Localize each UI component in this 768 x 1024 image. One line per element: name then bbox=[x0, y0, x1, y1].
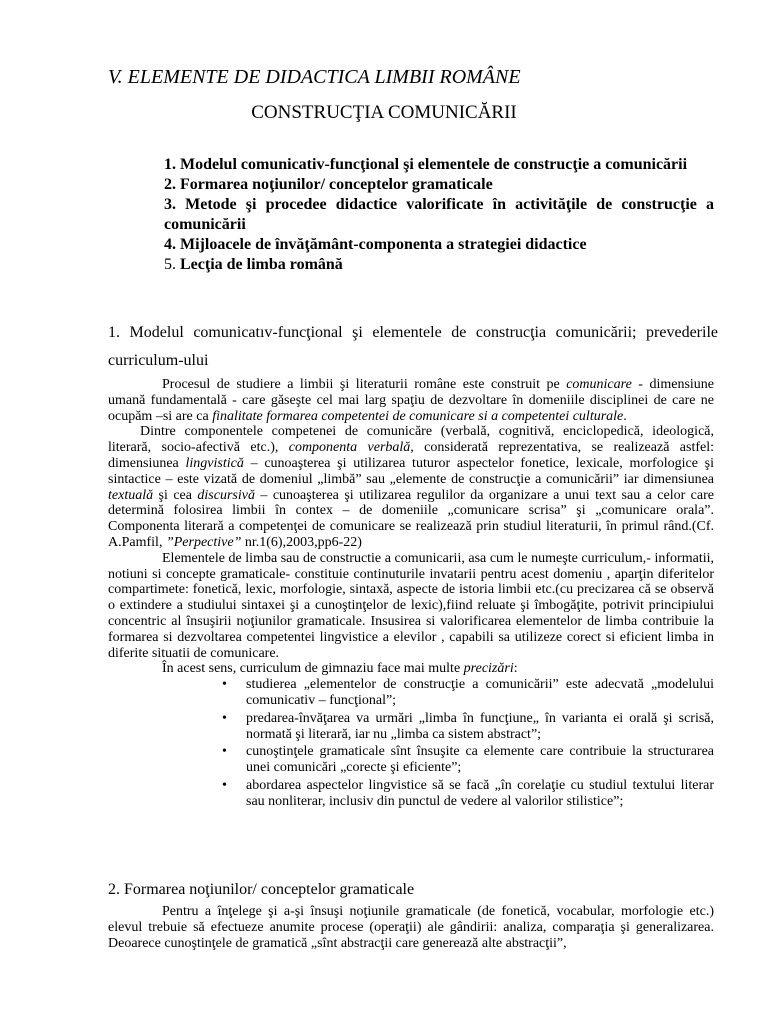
section-heading: 1. Modelul comunicatıv-funcţional şi elementele de construcţia comunicării; prevederile curriculum-ului bbox=[108, 324, 718, 369]
toc-item: 1. Modelul comunicativ-funcţional şi elementele de construcţie a comunicării bbox=[164, 156, 688, 173]
chapter-title: V. ELEMENTE DE DIDACTICA LIMBII ROMÂNE bbox=[108, 66, 521, 88]
bullet-icon: • bbox=[222, 710, 227, 726]
paragraph: Pentru a înţelege şi a-şi însuşi noţiunile gramaticale (de fonetică, vocabular, morfologie etc.) elevul trebuie să efectueze anumite procese (operaţii) ale gândirii: analiza, comparaţia şi generalizarea. Deoarece cunoştinţele de gramatică „sînt abstracţii care generează alte abstracţii”, bbox=[108, 904, 714, 951]
list-item: • abordarea aspectelor lingvistice să se facă „în corelaţie cu studiul textului literar sau nonliterar, inclusiv din punctul de vedere al valorilor stilistice”; bbox=[222, 777, 714, 809]
bullet-icon: • bbox=[222, 777, 227, 793]
paragraph: În acest sens, curriculum de gimnaziu face mai multe precizări: bbox=[162, 661, 518, 677]
section-body bbox=[108, 377, 714, 810]
table-of-contents bbox=[164, 155, 714, 275]
toc-item: 3. Metode şi procedee didactice valorificate în activităţile de construcţie a comunicării bbox=[164, 196, 714, 233]
toc-label: Lecţia de limba română bbox=[180, 256, 343, 273]
list-item: • predarea-învăţarea va urmări „limba în funcţiune„ în varianta ei orală şi scrisă, normată şi literară, iar nu „limba ca sistem abstract”; bbox=[222, 710, 714, 742]
page-title: CONSTRUCŢIA COMUNICĂRII bbox=[251, 102, 517, 123]
bullet-icon: • bbox=[222, 744, 227, 760]
bullet-icon: • bbox=[222, 677, 227, 693]
toc-number: 5. bbox=[164, 256, 176, 273]
list-item: • studierea „elementelor de construcţie a comunicării” este adecvată „modelului comunicativ – funcţional”; bbox=[222, 677, 714, 708]
list-item: • cunoştinţele gramaticale sînt însuşite ca elemente care contribuie la structurarea unei comunicări „corecte şi eficiente”; bbox=[222, 744, 714, 776]
toc-item: 2. Formarea noţiunilor/ conceptelor gramaticale bbox=[164, 176, 493, 193]
bullet-list bbox=[108, 677, 714, 809]
toc-item: 4. Mijloacele de învăţământ-componenta a strategiei didactice bbox=[164, 236, 587, 253]
section-body bbox=[108, 904, 714, 951]
paragraph: Elementele de limba sau de constructie a comunicarii, asa cum le numeşte curriculum,- informatii, notiuni si concepte gramaticale- constituie continuturile invatarii pentru acest domeniu , aparţin diferitelor compartimete: fonetică, lexic, morfologie, sintaxă, aspecte de istoria limbii etc.(cu precizarea că se observă o extindere a studiului sintaxei şi a cunoştinţelor de lexic),fiind reluate şi îmbogăţite, potrivit principiului concentric al însuşirii noţiunilor gramaticale. Insusirea si valorificarea elementelor de limba contribuie la formarea si dezvoltarea competentei lingvistice a elevilor , capabili sa utilizeze corect si eficient limba in diferite situatii de comunicare. bbox=[108, 550, 714, 661]
section-heading: 2. Formarea noţiunilor/ conceptelor gramaticale bbox=[108, 881, 415, 898]
toc-item bbox=[164, 255, 714, 275]
paragraph: Procesul de studiere a limbii şi literaturii române este construit pe comunicare - dimensiune umană fundamentală - care găseşte cel mai larg spaţiu de dezvoltare în domeniile disciplinei de care ne ocupăm –si are ca finalitate formarea competentei de comunicare si a competentei culturale. bbox=[108, 377, 714, 424]
paragraph: Dintre componentele competenei de comunicăre (verbală, cognitivă, enciclopedică, ideologică, literară, socio-afectivă etc.), componenta verbală, considerată reprezentativa, se realizează astfel: dimensiunea lingvistică – cunoaşterea şi utilizarea tuturor aspectelor fonetice, lexicale, morfologice şi sintactice – este vizată de domeniul „limbă” sau „elemente de construcţie a comunicării” iar dimensiunea textuală şi cea discursivă – cunoaşterea şi utilizarea regulilor da organizare a unui text sau a celor care determină folosirea limbii în contex – de domeniile „comunicare scrisa” şi „comunicare orala”. Componenta literară a competenţei de comunicare se realizează prin studiul literaturii, în primul rând.(Cf. A.Pamfil, ”Perpective” nr.1(6),2003,pp6-22) bbox=[108, 424, 714, 550]
